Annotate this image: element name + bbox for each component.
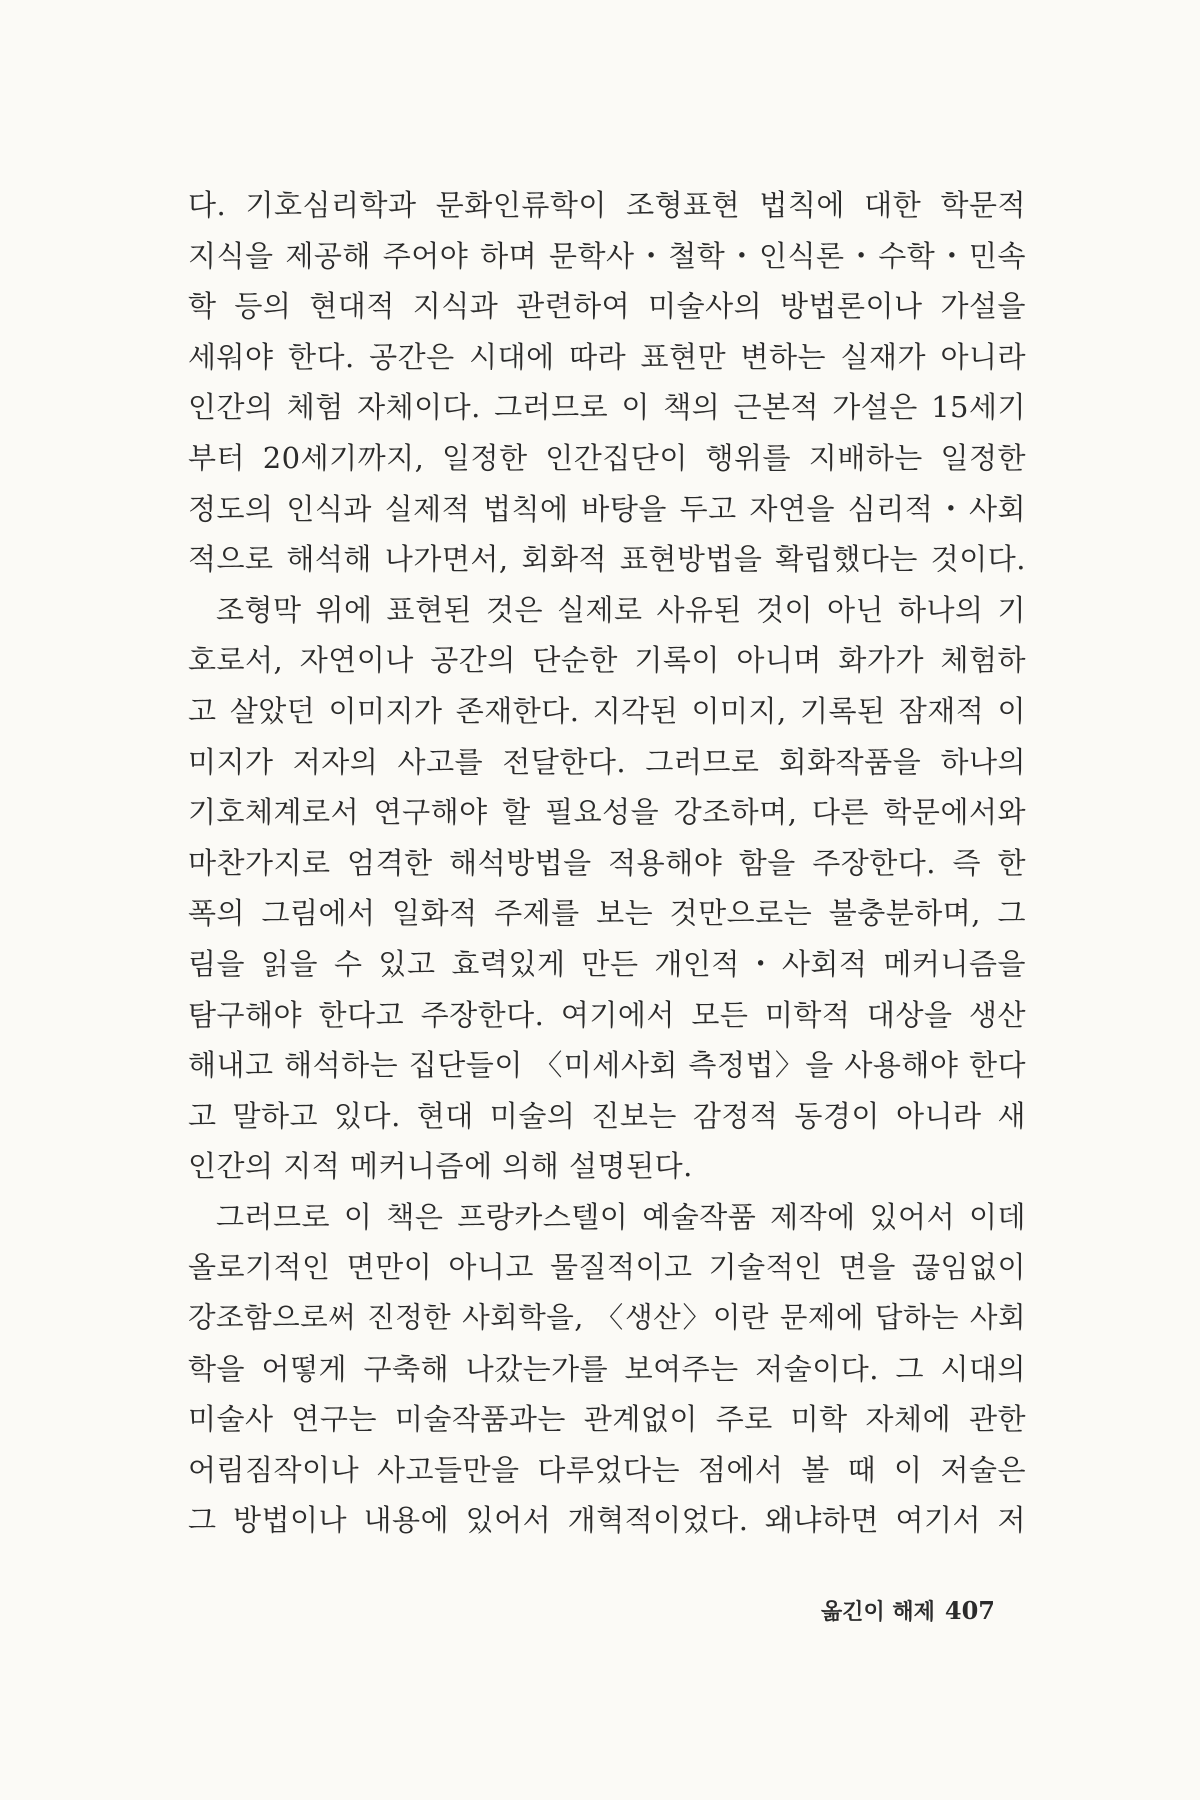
text-line: 탐구해야 한다고 주장한다. 여기에서 모든 미학적 대상을 생산: [188, 997, 1026, 1032]
page-footer: [821, 1595, 995, 1626]
text-line: 세워야 한다. 공간은 시대에 따라 표현만 변하는 실재가 아니라: [188, 339, 1026, 374]
text-line: 올로기적인 면만이 아니고 물질적이고 기술적인 면을 끊임없이: [188, 1250, 1026, 1285]
text-line: 지식을 제공해 주어야 하며 문학사・철학・인식론・수학・민속: [188, 238, 1026, 273]
text-line: 다. 기호심리학과 문화인류학이 조형표현 법칙에 대한 학문적: [188, 188, 1026, 222]
page-number: 407: [944, 1596, 995, 1625]
text-line: 인간의 지적 메커니즘에 의해 설명된다.: [188, 1149, 693, 1184]
text-line: 고 말하고 있다. 현대 미술의 진보는 감정적 동경이 아니라 새: [188, 1098, 1026, 1133]
text-line: 그 방법이나 내용에 있어서 개혁적이었다. 왜냐하면 여기서 저: [188, 1503, 1026, 1538]
text-line: 조형막 위에 표현된 것은 실제로 사유된 것이 아닌 하나의 기: [216, 592, 1026, 627]
running-head: 옮긴이 해제: [820, 1600, 935, 1625]
text-line: 폭의 그림에서 일화적 주제를 보는 것만으로는 불충분하며, 그: [188, 896, 1026, 931]
text-line: 해내고 해석하는 집단들이 〈미세사회 측정법〉을 사용해야 한다: [188, 1048, 1026, 1083]
text-line: 미술사 연구는 미술작품과는 관계없이 주로 미학 자체에 관한: [188, 1402, 1026, 1437]
text-line: 기호체계로서 연구해야 할 필요성을 강조하며, 다른 학문에서와: [188, 795, 1026, 830]
text-line: 미지가 저자의 사고를 전달한다. 그러므로 회화작품을 하나의: [188, 744, 1026, 779]
text-line: 그러므로 이 책은 프랑카스텔이 예술작품 제작에 있어서 이데: [216, 1199, 1026, 1234]
text-line: 마찬가지로 엄격한 해석방법을 적용해야 함을 주장한다. 즉 한: [188, 845, 1026, 880]
text-line: 어림짐작이나 사고들만을 다루었다는 점에서 볼 때 이 저술은: [188, 1452, 1026, 1487]
body-text: [188, 180, 1026, 1546]
text-line: 호로서, 자연이나 공간의 단순한 기록이 아니며 화가가 체험하: [188, 643, 1026, 678]
text-line: 정도의 인식과 실제적 법칙에 바탕을 두고 자연을 심리적・사회: [188, 491, 1026, 526]
text-line: 학을 어떻게 구축해 나갔는가를 보여주는 저술이다. 그 시대의: [188, 1351, 1026, 1386]
text-line: 부터 20세기까지, 일정한 인간집단이 행위를 지배하는 일정한: [188, 440, 1026, 475]
text-line: 인간의 체험 자체이다. 그러므로 이 책의 근본적 가설은 15세기: [188, 390, 1026, 425]
text-line: 적으로 해석해 나가면서, 회화적 표현방법을 확립했다는 것이다.: [188, 542, 1026, 577]
text-line: 강조함으로써 진정한 사회학을, 〈생산〉이란 문제에 답하는 사회: [188, 1301, 1026, 1335]
text-line: 고 살았던 이미지가 존재한다. 지각된 이미지, 기록된 잠재적 이: [188, 693, 1026, 728]
text-line: 학 등의 현대적 지식과 관련하여 미술사의 방법론이나 가설을: [188, 289, 1026, 324]
text-line: 림을 읽을 수 있고 효력있게 만든 개인적・사회적 메커니즘을: [188, 946, 1026, 981]
